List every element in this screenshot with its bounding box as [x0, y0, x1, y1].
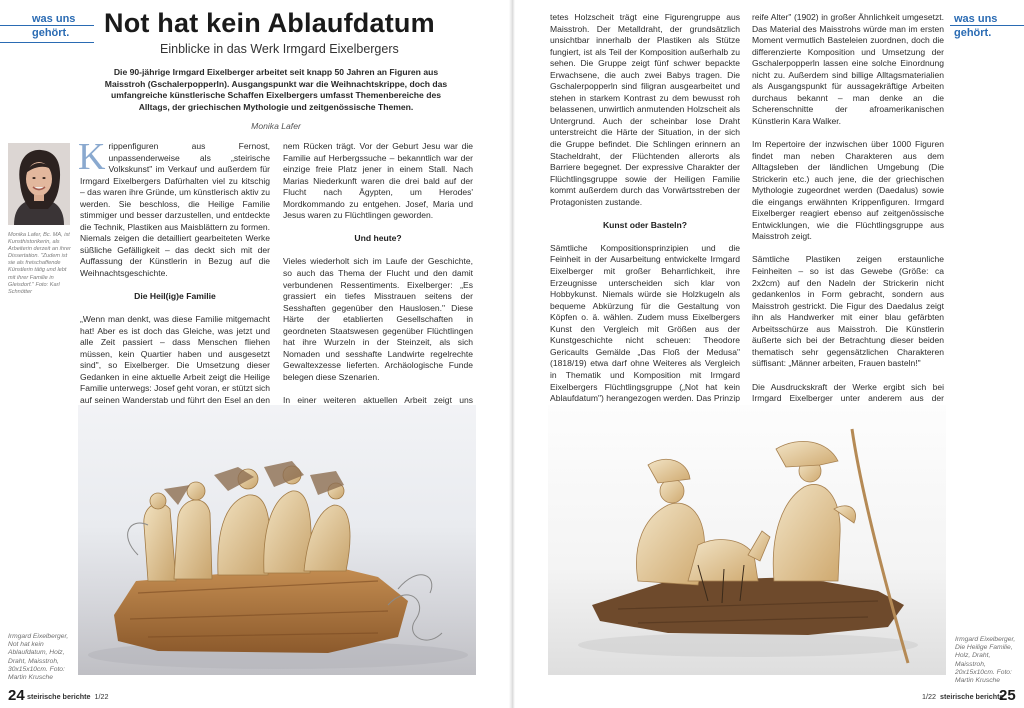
- portrait-caption: Monika Lafer, Bc. MA, ist Kunsthistorikerin, als Arbeiterin derzeit an ihrer Dissertation. "Zudem ist sie als freischaffende Künstlerin tätig und lebt mit ihrer Familie in Gleisdorf." Foto: Karl Schnötter: [8, 232, 71, 295]
- magazine-name: steirische berichte: [940, 692, 1004, 701]
- author-portrait-image: [8, 143, 70, 225]
- section-tag-right: [954, 12, 1024, 40]
- text-column-1: [78, 136, 271, 430]
- paragraph: reife Alter" (1902) in großer Ähnlichkeit umgesetzt. Das Material des Maisstrohs würde man im ersten Moment vermutlich Basteleien zuordnen, doch die differenzierte Komposition und Umsetzung der Gschalerpopperln lassen eine solche Einordnung nicht zu. Außerdem sind billige Alltagsmaterialien als Ausgangspunkt für aussagekräftige Arbeiten durchaus bekannt – man denke an die Scherenschnitte der afroamerikanischen Künstlerin Kara Walker.: [752, 12, 944, 126]
- paragraph: Sämtliche Plastiken zeigen erstaunliche Feinheiten – so ist das Gewebe (Größe: ca 2x2cm) auf den Nadeln der Strickerin nicht gedankenlos in Form gebracht, sondern aus Maisstroh gestrickt. Die Figur des Daedalus zeigt ihn als Handwerker mit einer blau gefärbten Arbeitsschürze aus Maisstroh. Die Künstlerin äußerte sich bei der Betrachtung dieser beiden thematisch sehr gegensätzlichen Charakteren süffisant: „Männer arbeiten, Frauen basteln!": [752, 254, 944, 369]
- footer-magazine-right: [922, 692, 1004, 701]
- paragraph: „Wenn man denkt, was diese Familie mitgemacht hat! Aber es ist doch das Gleiche, was jetzt und alle Zeit passiert – dass Menschen fliehen müssen, kein Quartier haben und ausgesetzt sind", so Eixelberger. Die Umsetzung dieser Gedanken in eine aktuelle Arbeit zeigt die Heilige Familie unterwegs: Josef geht voran, er stützt sich auf seinen Wanderstab und führt den Esel an den: [80, 314, 271, 406]
- section-tag-left: [32, 12, 92, 40]
- text-column-3: [550, 12, 740, 439]
- sculpture-image-left: [78, 405, 476, 675]
- section-tag-line1: was uns: [32, 13, 76, 25]
- closing-text: Die Ausdruckskraft der Werke ergibt sich bei Irmgard Eixelberger unter anderem aus der: [752, 381, 944, 404]
- drop-cap: K: [78, 136, 106, 178]
- section-tag-line2: gehört.: [32, 27, 70, 39]
- paragraph: nem Rücken trägt. Vor der Geburt Jesu war die Familie auf Herbergssuche – bekanntlich war der einzige freie Platz jener in einem Stall. Nach Marias Niederkunft waren die drei bald auf der Flucht nach Ägypten, um Herodes' Mordkommando zu entgehen. Josef, Maria und Jesus waren zu Flüchtlingen geworden.: [283, 141, 473, 221]
- paragraph: Vieles wiederholt sich im Laufe der Geschichte, so auch das Thema der Flucht und den damit verbundenen Ressentiments. Eixelberger: „Es grassiert ein tiefes Misstrauen seitens der Sesshaften gegenüber den Hauslosen." Diese Härte der etablierten Gesellschaften in geordneten Staatswesen gegenüber Flüchtlingen hat ihre Wurzeln in der Steinzeit, als sich Nomaden und sesshafte Landwirte regelrechte Gewaltexzesse lieferten. Archäologische Funde belegen diese Szenarien.: [283, 256, 473, 382]
- subheading-kunst-oder-basteln: Kunst oder Basteln?: [602, 219, 688, 230]
- issue-number: 1/22: [94, 692, 109, 701]
- article-subheadline: Einblicke in das Werk Irmgard Eixelbergers: [160, 42, 399, 56]
- paragraph: In einer weiteren aktuellen Arbeit zeigt uns: [283, 395, 473, 406]
- text-column-2: [283, 141, 473, 441]
- intro-text: rippenfiguren aus Fernost, unpassenderweise als „steirische Volkskunst" im Verkauf und außerdem für Irmgard Eixelbergers Dafürhalten viel zu kitschig – das waren ihre Gründe, um künstlerisch aktiv zu werden. Sie beschloss, die Heilige Familie stimmiger und besser darzustellen, und entdeckte die Technik, Plastiken aus Maisblättern zu formen. Niemals zeigen die detailliert gearbeiteten Werke süßliche Gefälligkeit – das deckt sich mit der Auffassung der Künstlerin in Bezug auf die Weihnachtsgeschichte.: [80, 141, 270, 279]
- article-headline: Not hat kein Ablaufdatum: [104, 8, 435, 38]
- page-number-left: 24: [8, 687, 25, 704]
- photo-refugee-group: [78, 405, 476, 675]
- section-tag-rule: [950, 25, 1024, 26]
- paragraph: Sämtliche Kompositionsprinzipien und die Feinheit in der Ausarbeitung entwickelte Irmgard Eixelberger mit großer Beharrlichkeit, ihre Erzeugnisse unterscheiden sich klar von Hobbykunst. Niemals würde sie Holzkugeln als bequeme Abkürzung für die Gestaltung von Köpfen o. ä. wählen. Zudem muss Eixelbergers Kunst den Vergleich mit Größen aus der Kunstgeschichte nicht scheuen: Theodore Gericaults Gemälde „Das Floß der Medusa" (1818/19) etwa darf ohne Weiteres als Vergleich in Thematik und Komposition mit Irmgard Eixelbergers Flüchtlingsgruppe („Not hat kein Ablaufdatum") herangezogen werden. Das Prinzip: [550, 242, 740, 404]
- article-author: Monika Lafer: [251, 121, 301, 131]
- section-tag-rule: [0, 42, 94, 43]
- subheading-heilige-familie: Die Heil(ig)e Familie: [134, 291, 216, 302]
- section-tag-line2: gehört.: [954, 27, 992, 39]
- page-gutter: [509, 0, 515, 708]
- magazine-name: steirische berichte: [27, 692, 91, 701]
- section-tag-rule: [0, 25, 94, 26]
- section-tag-line1: was uns: [954, 13, 998, 25]
- text-column-4: [752, 12, 944, 451]
- issue-number: 1/22: [922, 692, 936, 701]
- photo-holy-family: [548, 405, 946, 675]
- author-portrait: [8, 143, 70, 225]
- sculpture-image-right: [548, 405, 946, 675]
- article-lead: Die 90-jährige Irmgard Eixelberger arbeitet seit knapp 50 Jahren an Figuren aus Maisstroh (Gschalerpopperln). Ausgangspunkt war die Weihnachtskrippe, doch das umfangreiche künstlerische Schaffen Eixelbergers umfasst Themenbereiche des Alltags, der griechischen Mythologie und zeitgenössische Themen.: [104, 67, 448, 112]
- photo-caption-right: Irmgard Eixelberger, Die Heilige Familie, Holz, Draht, Maisstroh, 20x15x10cm. Foto: Martin Krusche: [955, 636, 1016, 685]
- paragraph: Im Repertoire der inzwischen über 1000 Figuren findet man neben Charakteren aus dem Alltagsleben der ländlichen Umgebung (Die Strickerin etc.) auch jene, die der griechischen Mythologie zugeordnet werden (Daedalus) sowie die eingangs erwähnten Krippenfiguren. Irmgard Eixelberger reagiert ebenso auf zeitgenössische Entwicklungen, wie die Flüchtlingsgruppe aus Maisstroh zeigt.: [752, 139, 944, 242]
- page-number-right: 25: [999, 687, 1016, 704]
- footer-magazine-left: [27, 692, 109, 701]
- photo-caption-left: Irmgard Eixelberger, Not hat kein Ablaufdatum, Holz, Draht, Maisstroh, 30x15x10cm. Foto: Martin Krusche: [8, 633, 69, 682]
- paragraph: tetes Holzscheit trägt eine Figurengruppe aus Maisstroh. Der Metalldraht, der grundsätzlich unsichtbar innerhalb der Plastiken als Stütze fungiert, ist als Teil der Komposition außerhalb zu sehen. Die Gruppe zeigt fünf schwer bepackte Erwachsene, die auch zwei Babys tragen. Die Gschalerpopperln sind filigran ausgearbeitet und stehen in starkem Kontrast zu dem bewusst roh belassenen, unwirtlich anmutenden Holzscheit als Untergrund. Auch der scheinbar lose Draht unterstreicht die Härte der Situation, in der sich die Gruppe befindet. Die Schlingen erinnern an Stacheldraht, der Flüchtenden allerorts als Barriere begegnet. Der expressive Charakter der Flüchtlingsgruppe sowie der Heiligen Familie kommt außerdem durch das Vorwärtsstreben der Protagonisten zustande.: [550, 12, 740, 207]
- intro-paragraph: [78, 136, 270, 280]
- subheading-und-heute: Und heute?: [354, 233, 402, 244]
